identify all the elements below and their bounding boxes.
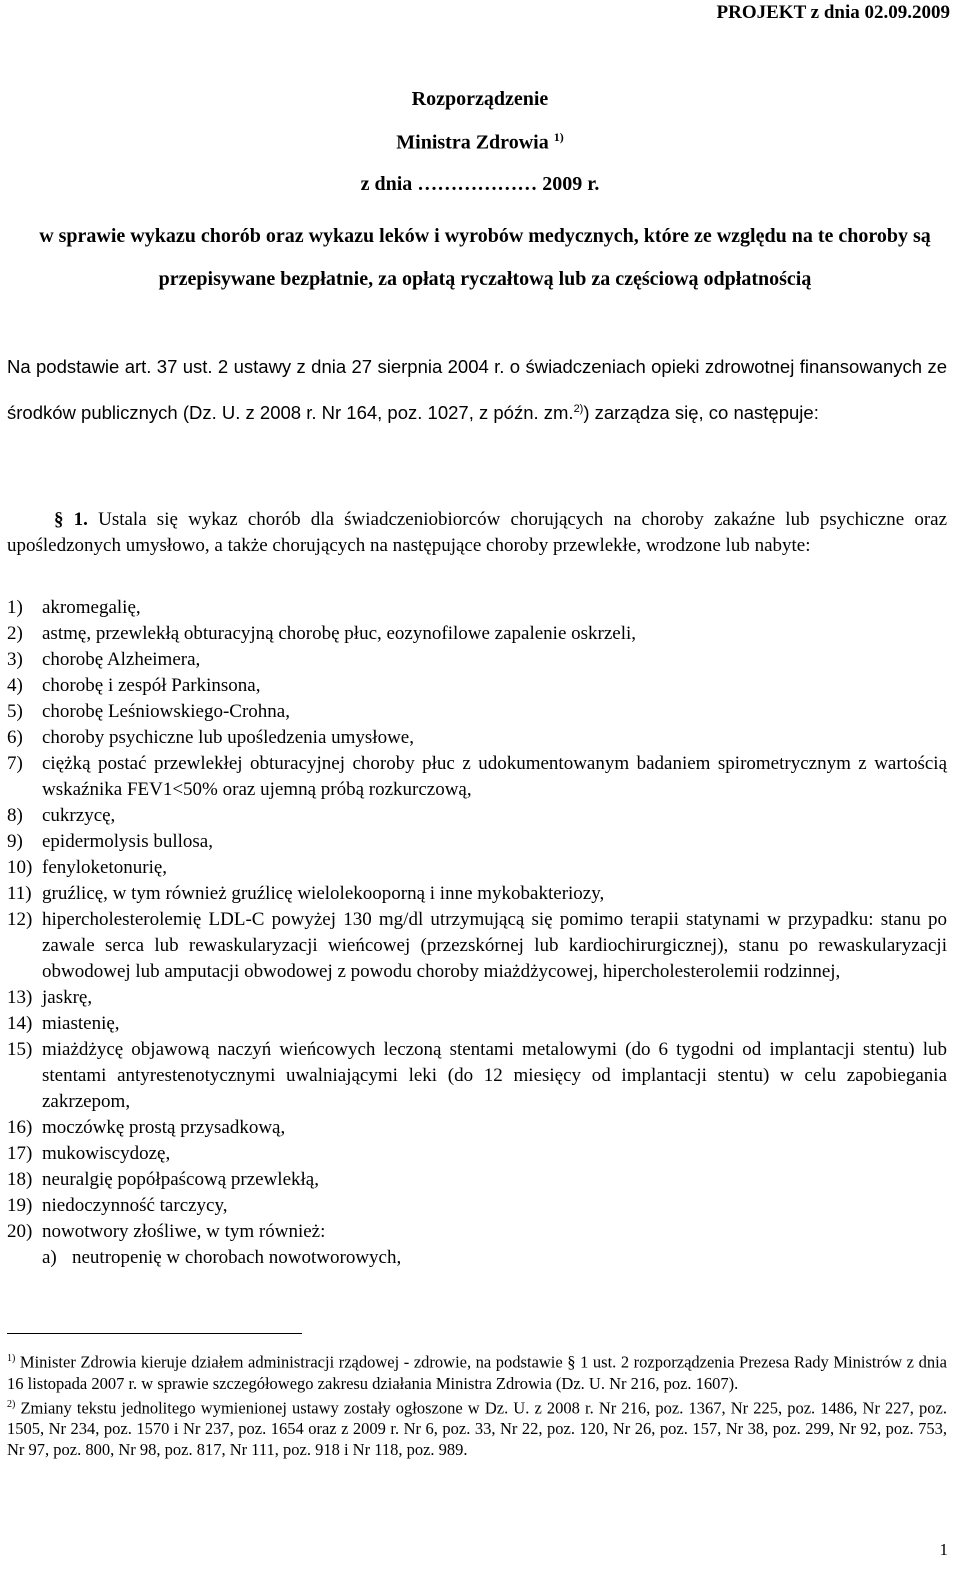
list-item [7, 1037, 947, 1115]
section-1-paragraph [7, 507, 947, 559]
sub-list-item-text: neutropenię w chorobach nowotworowych, [72, 1247, 402, 1268]
footnote-separator [7, 1333, 302, 1334]
list-item-text: nowotwory złośliwe, w tym również: [42, 1221, 326, 1242]
list-item-text: mukowiscydozę, [42, 1143, 171, 1164]
footnote-1-text: Minister Zdrowia kieruje działem administracji rządowej - zdrowie, na podstawie § 1 ust. 2 rozporządzenia Prezesa Rady Ministrów z dnia 16 listopada 2007 r. w sprawie szczegółowego zakresu działania Ministra Zdrowia (Dz. U. Nr 216, poz. 1607). [7, 1352, 947, 1393]
list-item [7, 673, 947, 699]
list-item-number: 18) [7, 1169, 33, 1190]
list-item-number: 14) [7, 1013, 33, 1034]
list-item-text: jaskrę, [42, 987, 93, 1008]
list-item [7, 1011, 947, 1037]
footnote-1-marker: 1) [7, 1353, 16, 1364]
list-item [7, 621, 947, 647]
footnote-1 [7, 1348, 947, 1394]
list-item [7, 647, 947, 673]
list-item-text: chorobę Leśniowskiego-Crohna, [42, 701, 290, 722]
list-item [7, 985, 947, 1011]
list-item-text: neuralgię popółpaścową przewlekłą, [42, 1169, 319, 1190]
sub-list-item [7, 1245, 947, 1271]
list-item-text: chorobę Alzheimera, [42, 649, 201, 670]
list-item-text: ciężką postać przewlekłej obturacyjnej choroby płuc z udokumentowanym badaniem spirometrycznym z wartością wskaźnika FEV1<50% oraz ujemną próbą rozkurczową, [42, 753, 947, 800]
legal-basis-text: Na podstawie art. 37 ust. 2 ustawy z dnia 27 sierpnia 2004 r. o świadczeniach opieki zdrowotnej finansowanych ze środków publicznych (Dz. U. z 2008 r. Nr 164, poz. 1027, z późn. zm. [7, 356, 947, 424]
list-item-number: 19) [7, 1195, 33, 1216]
list-item-number: 8) [7, 805, 23, 826]
list-item-text: gruźlicę, w tym również gruźlicę wielolekooporną i inne mykobakteriozy, [42, 883, 605, 904]
list-item [7, 907, 947, 985]
list-item-text: epidermolysis bullosa, [42, 831, 213, 852]
footnote-ref-1: 1) [553, 130, 564, 144]
list-item-text: hipercholesterolemię LDL-C powyżej 130 mg/dl utrzymującą się pomimo terapii statynami w przypadku: stanu po zawale serca lub rewaskularyzacji wieńcowej (przezskórnej lub kardiochirurgicznej), stanu po rewaskularyzacji obwodowej lub amputacji obwodowej z powodu choroby miażdżycowej, hipercholesterolemii rodzinnej, [42, 909, 947, 982]
footnote-2 [7, 1394, 947, 1461]
list-item-number: 3) [7, 649, 23, 670]
list-item-number: 7) [7, 753, 23, 774]
disease-list [7, 595, 947, 1271]
list-item-text: chorobę i zespół Parkinsona, [42, 675, 261, 696]
list-item-number: 16) [7, 1117, 33, 1138]
list-item-text: niedoczynność tarczycy, [42, 1195, 228, 1216]
footnote-2-text: Zmiany tekstu jednolitego wymienionej ustawy zostały ogłoszone w Dz. U. z 2008 r. Nr 216, poz. 1367, Nr 225, poz. 1486, Nr 227, poz. 1505, Nr 234, poz. 1570 i Nr 237, poz. 1654 oraz z 2009 r. Nr 6, poz. 33, Nr 22, poz. 120, Nr 26, poz. 157, Nr 38, poz. 299, Nr 92, poz. 753, Nr 97, poz. 800, Nr 98, poz. 817, Nr 111, poz. 918 i Nr 118, poz. 989. [7, 1398, 947, 1459]
list-item-number: 20) [7, 1221, 33, 1242]
list-item-text: astmę, przewlekłą obturacyjną chorobę płuc, eozynofilowe zapalenie oskrzeli, [42, 623, 637, 644]
footnotes [7, 1348, 947, 1460]
footnote-ref-2: 2) [573, 403, 584, 415]
list-item-number: 17) [7, 1143, 33, 1164]
list-item [7, 1219, 947, 1245]
list-item-number: 15) [7, 1039, 33, 1060]
document-subject: w sprawie wykazu chorób oraz wykazu leków i wyrobów medycznych, które ze względu na te choroby są przepisywane bezpłatnie, za opłatą ryczałtową lub za częściową odpłatnością [39, 225, 931, 290]
list-item-number: 1) [7, 597, 23, 618]
list-item-text: fenyloketonurię, [42, 857, 168, 878]
list-item [7, 803, 947, 829]
list-item [7, 881, 947, 907]
footnote-2-marker: 2) [7, 1398, 16, 1410]
legal-basis-paragraph [7, 345, 947, 434]
document-type-title: Rozporządzenie [411, 88, 549, 110]
list-item-text: miastenię, [42, 1013, 120, 1034]
list-item [7, 1115, 947, 1141]
list-item [7, 855, 947, 881]
list-item-number: 11) [7, 883, 32, 904]
list-item [7, 725, 947, 751]
section-1-text: Ustala się wykaz chorób dla świadczeniobiorców chorujących na choroby zakaźne lub psychiczne oraz upośledzonych umysłowo, a także chorujących na następujące choroby przewlekłe, wrodzone lub nabyte: [7, 509, 948, 556]
list-item-text: akromegalię, [42, 597, 141, 618]
issuing-authority [0, 130, 960, 155]
list-item [7, 1193, 947, 1219]
page-number: 1 [939, 1540, 948, 1559]
list-item-number: 5) [7, 701, 23, 722]
list-item-number: 6) [7, 727, 23, 748]
list-item-number: 2) [7, 623, 23, 644]
list-item-number: 9) [7, 831, 23, 852]
authority-name: Ministra Zdrowia [396, 131, 549, 154]
list-item-number: 13) [7, 987, 33, 1008]
list-item [7, 829, 947, 855]
list-item [7, 1141, 947, 1167]
list-item [7, 1167, 947, 1193]
list-item-number: 4) [7, 675, 23, 696]
list-item-number: 10) [7, 857, 33, 878]
list-item [7, 595, 947, 621]
list-item [7, 751, 947, 803]
sub-list-item-letter: a) [42, 1247, 57, 1268]
section-marker: § 1. [54, 509, 88, 530]
list-item-text: moczówkę prostą przysadkową, [42, 1117, 286, 1138]
list-item-text: miażdżycę objawową naczyń wieńcowych leczoną stentami metalowymi (do 6 tygodni od implantacji stentu) lub stentami antyrestenotycznymi uwalniającymi leki (do 12 miesięcy od implantacji stentu) w celu zapobiegania zakrzepom, [42, 1039, 947, 1112]
document-date: z dnia ……………… 2009 r. [360, 173, 600, 195]
list-item-number: 12) [7, 909, 33, 930]
legal-basis-tail: ) zarządza się, co następuje: [583, 402, 819, 424]
list-item [7, 699, 947, 725]
list-item-text: cukrzycę, [42, 805, 116, 826]
draft-date-header: PROJEKT z dnia 02.09.2009 [716, 2, 950, 23]
list-item-text: choroby psychiczne lub upośledzenia umysłowe, [42, 727, 414, 748]
